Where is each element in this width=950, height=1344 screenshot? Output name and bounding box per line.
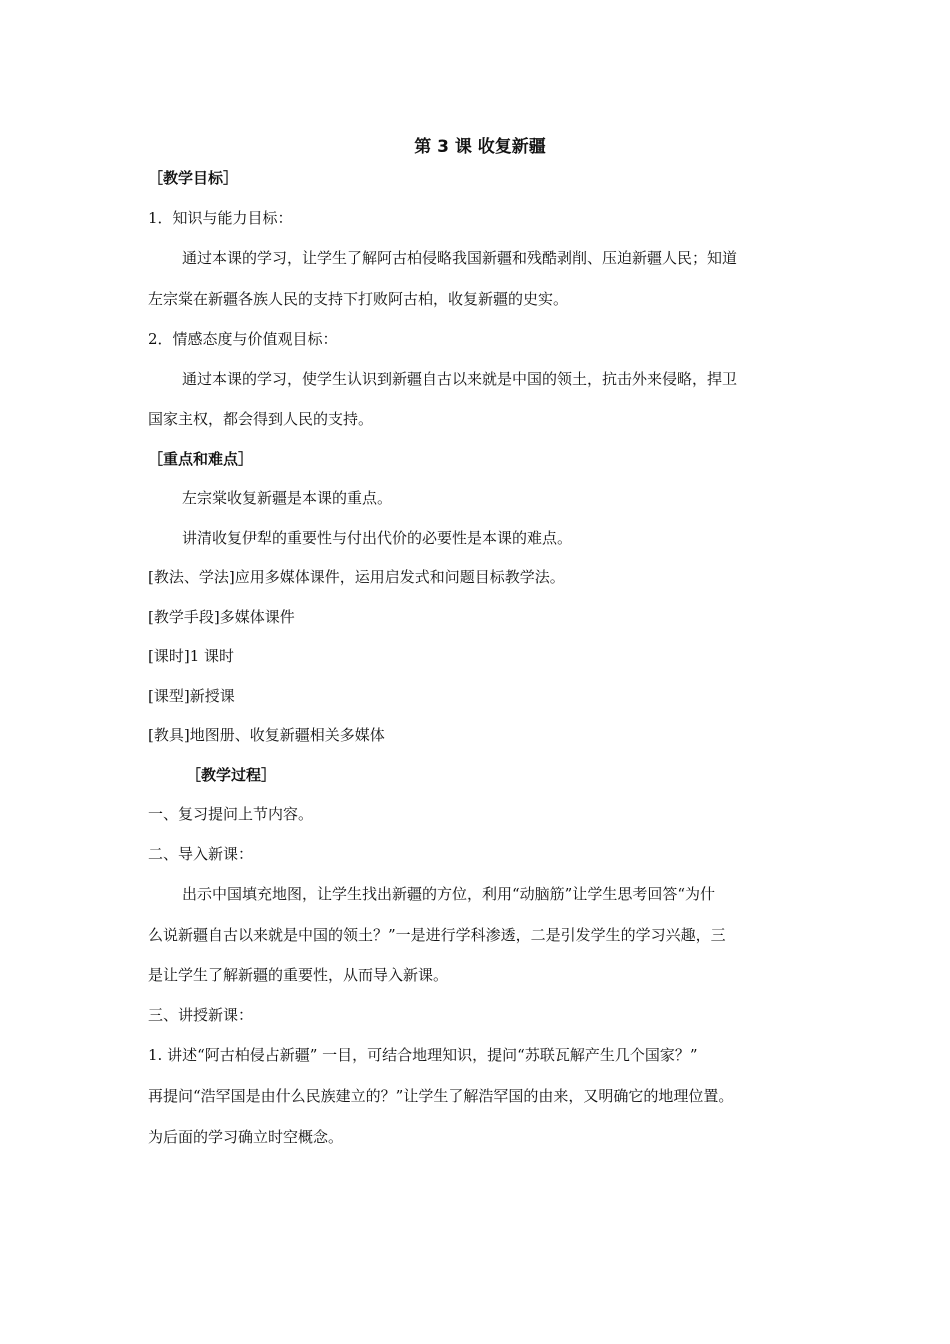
objective-1-heading: 1．知识与能力目标： [148, 209, 293, 227]
section-heading-key-points: ［重点和难点］ [148, 450, 254, 468]
paragraph-line: 国家主权，都会得到人民的支持。 [148, 410, 374, 428]
section-heading-process: ［教学过程］ [186, 766, 277, 784]
methods-line: [教法、学法]应用多媒体课件，运用启发式和问题目标教学法。 [148, 568, 565, 586]
paragraph-line: 左宗棠收复新疆是本课的重点。 [182, 489, 393, 507]
page-title: 第 3 课 收复新疆 [414, 137, 546, 157]
paragraph-line: 么说新疆自古以来就是中国的领土？”一是进行学科渗透，二是引发学生的学习兴趣，三 [148, 926, 726, 944]
section-heading-objectives: ［教学目标］ [148, 169, 239, 187]
objective-2-heading: 2．情感态度与价值观目标： [148, 330, 338, 348]
paragraph-line: 是让学生了解新疆的重要性，从而导入新课。 [148, 966, 449, 984]
paragraph-line: 通过本课的学习，使学生认识到新疆自古以来就是中国的领土，抗击外来侵略，捍卫 [182, 370, 738, 388]
paragraph-line: 通过本课的学习，让学生了解阿古柏侵略我国新疆和残酷剥削、压迫新疆人民；知道 [182, 249, 738, 267]
paragraph-line: 再提问“浩罕国是由什么民族建立的？”让学生了解浩罕国的由来，又明确它的地理位置。 [148, 1087, 734, 1105]
paragraph-line: 为后面的学习确立时空概念。 [148, 1128, 344, 1146]
teaching-aids-line: [教具]地图册、收复新疆相关多媒体 [148, 726, 385, 744]
paragraph-line: 1. 讲述“阿古柏侵占新疆” 一目，可结合地理知识，提问“苏联瓦解产生几个国家？” [148, 1046, 698, 1064]
paragraph-line: 讲清收复伊犁的重要性与付出代价的必要性是本课的难点。 [182, 529, 573, 547]
paragraph-line: 左宗棠在新疆各族人民的支持下打败阿古柏，收复新疆的史实。 [148, 290, 569, 308]
paragraph-line: 出示中国填充地图，让学生找出新疆的方位，利用“动脑筋”让学生思考回答“为什 [182, 885, 716, 903]
class-hours-line: [课时]1 课时 [148, 647, 235, 665]
lesson-type-line: [课型]新授课 [148, 687, 235, 705]
process-step-1: 一、复习提问上节内容。 [148, 805, 314, 823]
teaching-means-line: [教学手段]多媒体课件 [148, 608, 295, 626]
process-step-3: 三、讲授新课： [148, 1006, 254, 1024]
process-step-2: 二、导入新课： [148, 845, 254, 863]
